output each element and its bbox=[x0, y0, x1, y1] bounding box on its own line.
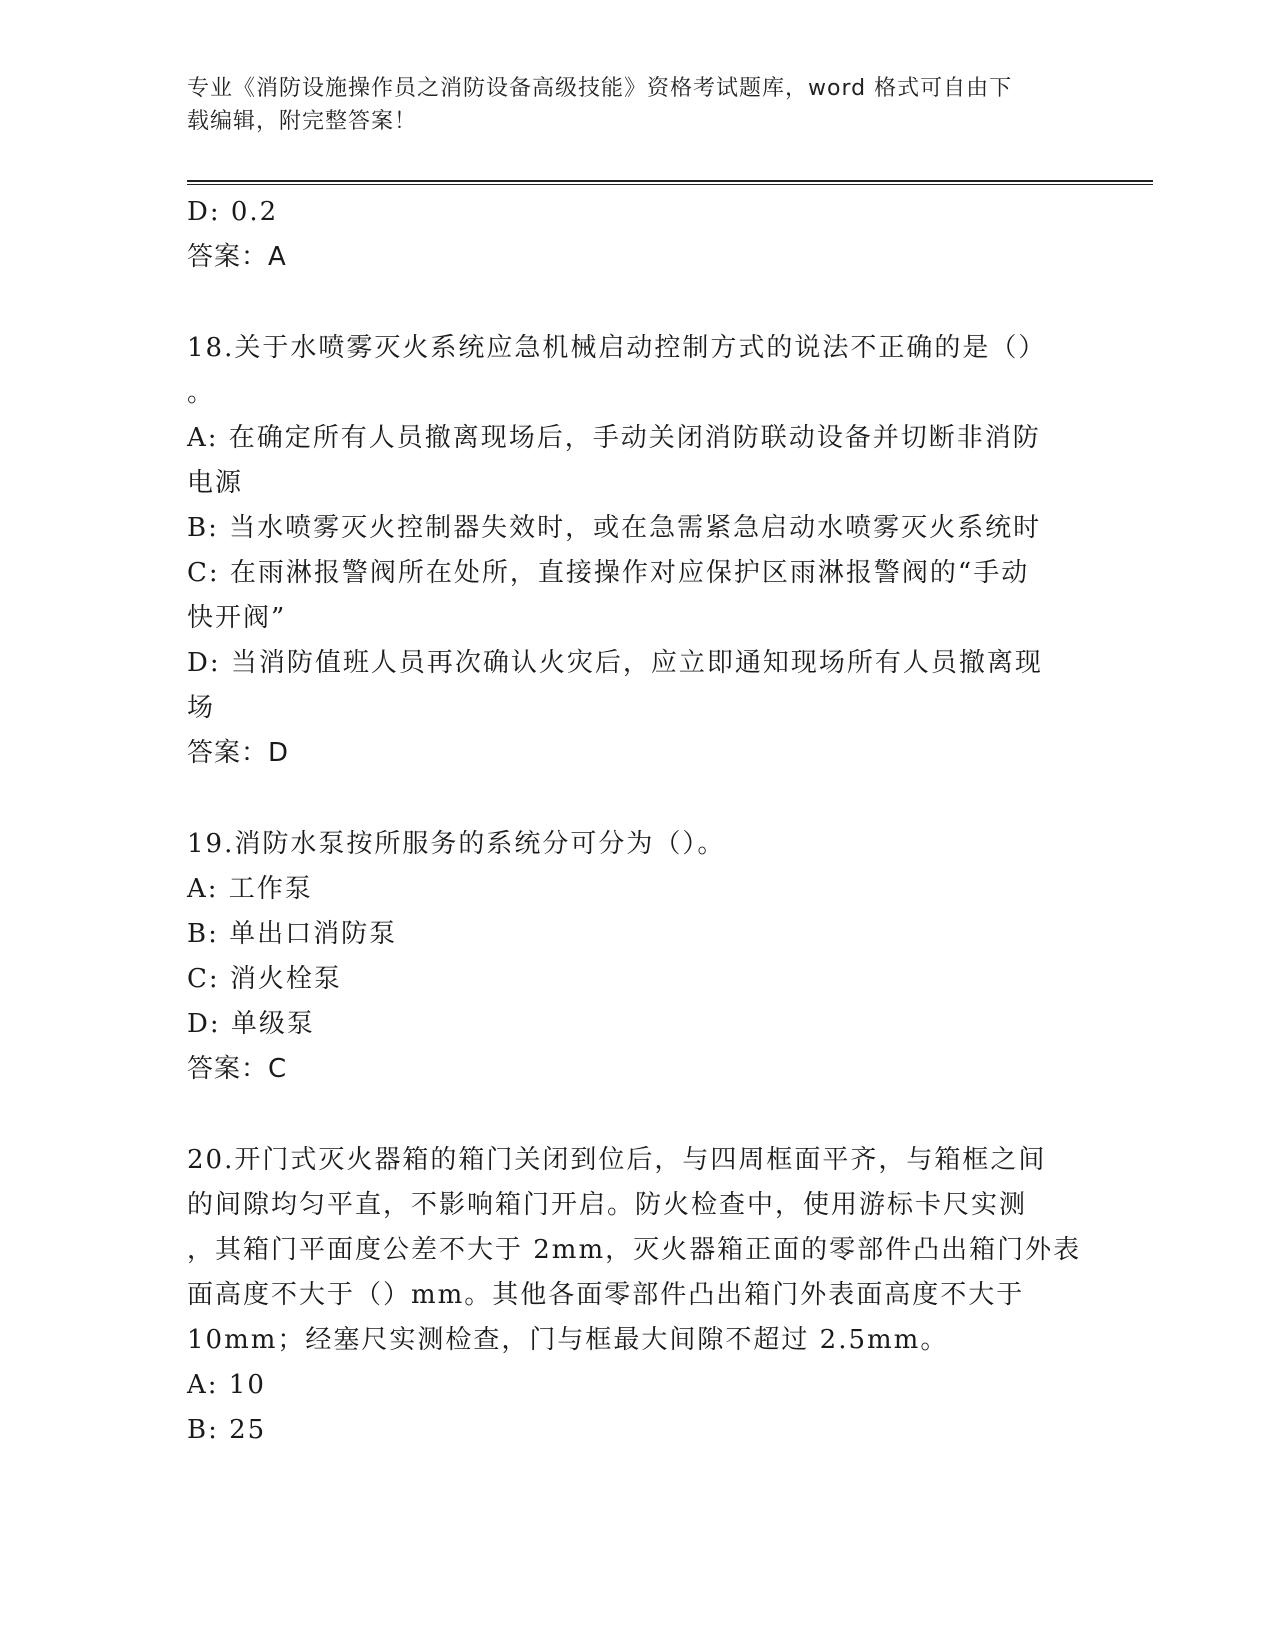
answer: 答案：A bbox=[187, 242, 287, 272]
option-a: A: 10 bbox=[187, 1370, 266, 1400]
option-d: D: 当消防值班人员再次确认火灾后，应立即通知现场所有人员撤离现 bbox=[187, 648, 1043, 678]
question-stem-cont: 。 bbox=[187, 378, 216, 408]
header-line-1: 专业《消防设施操作员之消防设备高级技能》资格考试题库，word 格式可自由下 bbox=[187, 76, 1013, 101]
document-body bbox=[187, 190, 1087, 1453]
option-b: B: 单出口消防泵 bbox=[187, 919, 398, 949]
header-line-2: 载编辑，附完整答案！ bbox=[187, 109, 418, 134]
page-header bbox=[187, 72, 1067, 138]
spacer bbox=[187, 1092, 1087, 1138]
option-a: A: 在确定所有人员撤离现场后，手动关闭消防联动设备并切断非消防 bbox=[187, 423, 1041, 453]
option-c-cont: 快开阀” bbox=[187, 603, 287, 633]
option-d-cont: 场 bbox=[187, 693, 216, 723]
question-stem: 20.开门式灭火器箱的箱门关闭到位后，与四周框面平齐，与箱框之间 bbox=[187, 1145, 1047, 1175]
option-c: C: 在雨淋报警阀所在处所，直接操作对应保护区雨淋报警阀的“手动 bbox=[187, 558, 1030, 588]
option-d: D: 0.2 bbox=[187, 197, 279, 227]
option-b: B: 当水喷雾灭火控制器失效时，或在急需紧急启动水喷雾灭火系统时 bbox=[187, 513, 1042, 543]
question-stem-cont: ，其箱门平面度公差不大于 2mm，灭火器箱正面的零部件凸出箱门外表 bbox=[187, 1235, 1082, 1265]
option-c: C: 消火栓泵 bbox=[187, 964, 342, 994]
question-stem-cont: 10mm；经塞尺实测检查，门与框最大间隙不超过 2.5mm。 bbox=[187, 1325, 949, 1355]
question-stem: 18.关于水喷雾灭火系统应急机械启动控制方式的说法不正确的是（） bbox=[187, 333, 1047, 363]
question-19 bbox=[187, 822, 1087, 1092]
question-stem: 19.消防水泵按所服务的系统分可分为（）。 bbox=[187, 829, 726, 859]
option-b: B: 25 bbox=[187, 1415, 267, 1445]
spacer bbox=[187, 280, 1087, 326]
option-a: A: 工作泵 bbox=[187, 874, 313, 904]
option-d: D: 单级泵 bbox=[187, 1009, 315, 1039]
spacer bbox=[187, 776, 1087, 822]
question-stem-cont: 面高度不大于（）mm。其他各面零部件凸出箱门外表面高度不大于 bbox=[187, 1280, 1025, 1310]
option-a-cont: 电源 bbox=[187, 468, 244, 498]
question-20 bbox=[187, 1138, 1087, 1453]
previous-question-tail bbox=[187, 190, 1087, 280]
answer: 答案：C bbox=[187, 1054, 288, 1084]
answer: 答案：D bbox=[187, 738, 290, 768]
question-stem-cont: 的间隙均匀平直，不影响箱门开启。防火检查中，使用游标卡尺实测 bbox=[187, 1190, 1028, 1220]
header-divider bbox=[187, 180, 1153, 185]
question-18 bbox=[187, 326, 1087, 776]
